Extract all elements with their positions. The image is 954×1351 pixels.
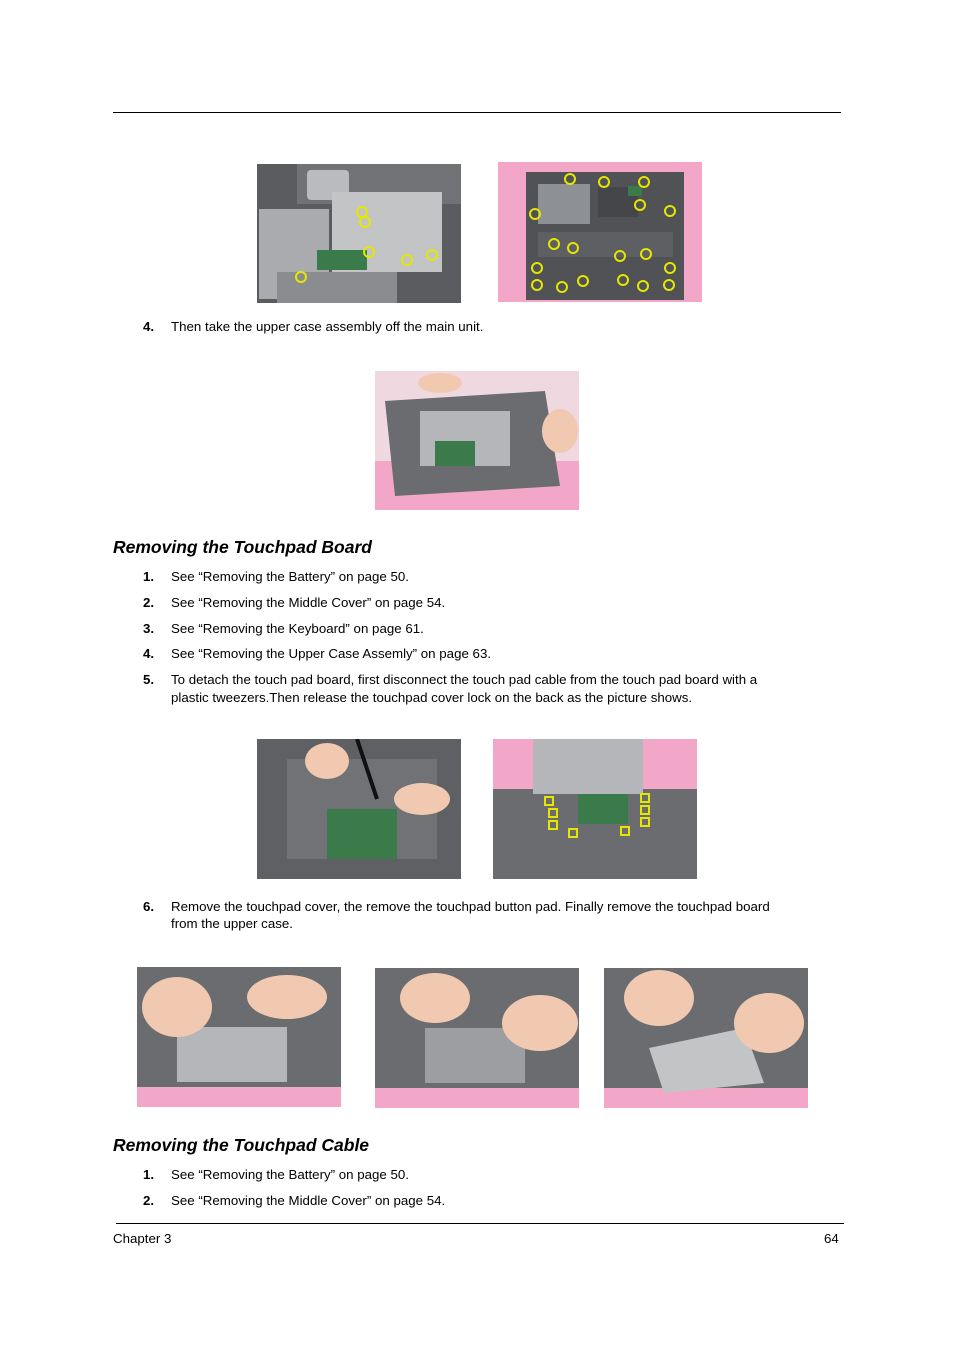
step-number: 4. bbox=[143, 319, 155, 334]
step-text: See “Removing the Upper Case Assemly” on page 63. bbox=[171, 646, 492, 661]
step-number: 5. bbox=[143, 672, 155, 687]
header-rule bbox=[113, 112, 841, 113]
heading-removing-touchpad-board: Removing the Touchpad Board bbox=[113, 537, 372, 557]
step-text-line-2: plastic tweezers.Then release the touchpad cover lock on the back as the picture shows. bbox=[171, 690, 693, 705]
step-text: See “Removing the Keyboard” on page 61. bbox=[171, 621, 424, 636]
step-5-detach-touchpad bbox=[143, 671, 843, 707]
step-number: 3. bbox=[143, 621, 155, 636]
step-2-middle-cover-cable bbox=[143, 1192, 843, 1210]
photo-upper-case-screws bbox=[257, 164, 461, 303]
photo-bottom-screws bbox=[498, 162, 702, 302]
step-number: 1. bbox=[143, 1167, 155, 1182]
step-text: See “Removing the Middle Cover” on page 54. bbox=[171, 595, 446, 610]
step-3-keyboard bbox=[143, 620, 843, 638]
footer-rule bbox=[116, 1223, 844, 1224]
step-number: 6. bbox=[143, 899, 155, 914]
step-4-upper-case bbox=[143, 318, 843, 336]
heading-removing-touchpad-cable: Removing the Touchpad Cable bbox=[113, 1135, 370, 1155]
photo-cover-locks bbox=[493, 739, 697, 879]
step-6-remove-cover bbox=[143, 898, 843, 934]
step-text: Then take the upper case assembly off the main unit. bbox=[171, 319, 484, 334]
step-number: 4. bbox=[143, 646, 155, 661]
step-number: 2. bbox=[143, 1193, 155, 1208]
step-text: See “Removing the Battery” on page 50. bbox=[171, 1167, 410, 1182]
footer-chapter: Chapter 3 bbox=[113, 1231, 172, 1246]
step-number: 2. bbox=[143, 595, 155, 610]
step-text: See “Removing the Battery” on page 50. bbox=[171, 569, 410, 584]
photo-remove-cover bbox=[137, 967, 341, 1107]
photo-remove-touchpad-board bbox=[604, 968, 808, 1108]
step-1-battery-cable bbox=[143, 1166, 843, 1184]
step-text-line-1: Remove the touchpad cover, the remove the touchpad button pad. Finally remove the touchpad board bbox=[171, 899, 770, 914]
photo-lift-upper-case bbox=[375, 371, 579, 510]
step-text-line-2: from the upper case. bbox=[171, 916, 293, 931]
step-2-middle-cover bbox=[143, 594, 843, 612]
step-text-line-1: To detach the touch pad board, first disconnect the touch pad cable from the touch pad board with a bbox=[171, 672, 758, 687]
step-4-upper-case-assembly bbox=[143, 645, 843, 663]
step-1-battery bbox=[143, 568, 843, 586]
step-text: See “Removing the Middle Cover” on page 54. bbox=[171, 1193, 446, 1208]
footer-page-number: 64 bbox=[824, 1231, 839, 1246]
step-number: 1. bbox=[143, 569, 155, 584]
photo-disconnect-cable bbox=[257, 739, 461, 879]
photo-remove-button-pad bbox=[375, 968, 579, 1108]
